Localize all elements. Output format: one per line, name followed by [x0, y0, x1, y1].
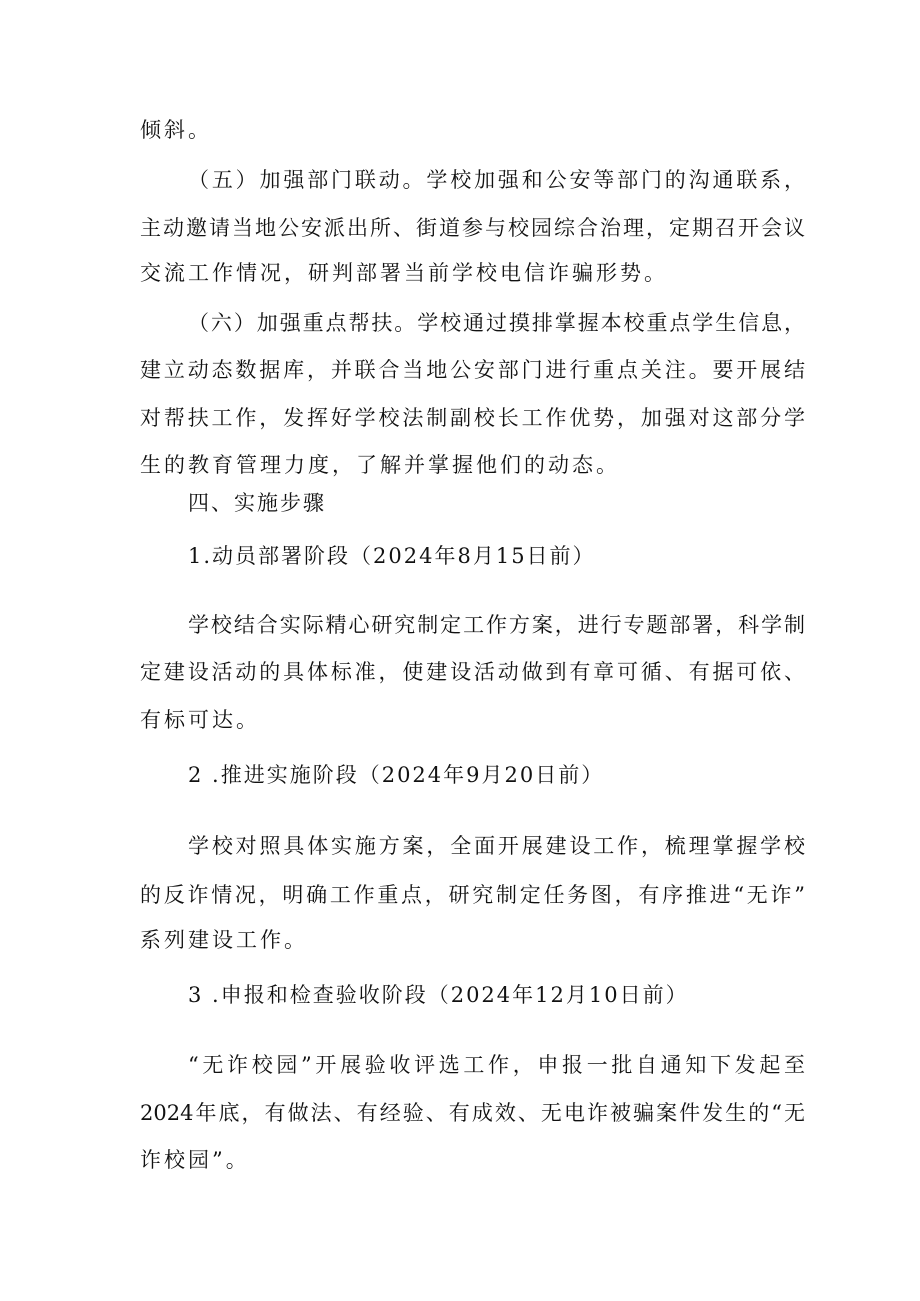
carryover-line: 倾斜。: [140, 118, 212, 142]
paragraph-line: 主动邀请当地公安派出所、街道参与校园综合治理，定期召开会议: [140, 216, 805, 240]
paragraph-line: 学校对照具体实施方案，全面开展建设工作，梳理掌握学校: [188, 834, 805, 858]
paragraph-line: 2024年底，有做法、有经验、有成效、无电诈被骗案件发生的“无: [140, 1101, 805, 1125]
paragraph-line: 学校结合实际精心研究制定工作方案，进行专题部署，科学制: [188, 613, 805, 637]
paragraph-line: “无诈校园”开展验收评选工作，申报一批自通知下发起至: [188, 1053, 805, 1077]
paragraph-line: 的反诈情况，明确工作重点，研究制定任务图，有序推进“无诈”: [140, 883, 805, 907]
paragraph-line: 对帮扶工作，发挥好学校法制副校长工作优势，加强对这部分学: [140, 406, 805, 430]
step-heading: 1.动员部署阶段（2024年8月15日前）: [188, 544, 596, 568]
section-heading: 四、实施步骤: [188, 491, 326, 515]
paragraph-line: 诈校园”。: [140, 1148, 250, 1172]
paragraph-line: 系列建设工作。: [140, 928, 308, 952]
paragraph-line: （五）加强部门联动。学校加强和公安等部门的沟通联系，: [188, 168, 805, 192]
step-heading: 3 .申报和检查验收阶段（2024年12月10日前）: [188, 983, 689, 1007]
paragraph-line: 定建设活动的具体标准，使建设活动做到有章可循、有据可依、: [140, 660, 805, 684]
paragraph-line: 交流工作情况，研判部署当前学校电信诈骗形势。: [140, 261, 668, 285]
paragraph-line: 有标可达。: [140, 708, 260, 732]
paragraph-line: 生的教育管理力度，了解并掌握他们的动态。: [140, 453, 620, 477]
paragraph-line: 建立动态数据库，并联合当地公安部门进行重点关注。要开展结: [140, 358, 805, 382]
paragraph-line: （六）加强重点帮扶。学校通过摸排掌握本校重点学生信息，: [188, 311, 805, 335]
step-heading: 2 .推进实施阶段（2024年9月20日前）: [188, 763, 605, 787]
